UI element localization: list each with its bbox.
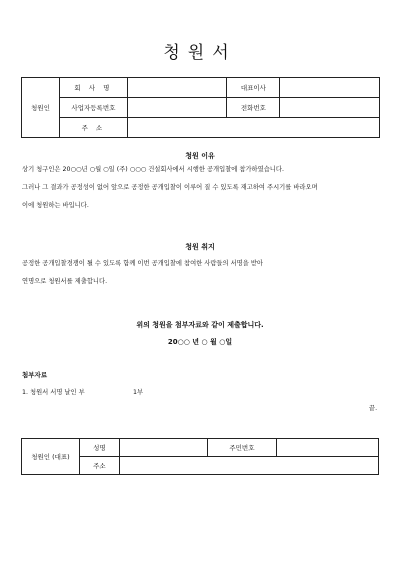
signer-id-value[interactable]: [277, 439, 379, 457]
signer-name-value[interactable]: [119, 439, 207, 457]
signer-table: [21, 438, 379, 475]
signer-address-label: 주소: [79, 457, 119, 475]
applicant-label: 청원인: [22, 78, 60, 138]
attachments-heading: 첨부자료: [22, 371, 48, 379]
reason-line: 상기 청구인은 20○○년 ○월 ○일 (주) ○○○ 건설회사에서 시행한 공개입찰에 참가하였습니다.: [22, 166, 284, 173]
purpose-line: 공정한 공개입찰경쟁이 될 수 있도록 함께 이번 공개입찰에 참여한 사람들의 서명을 받아: [22, 260, 263, 267]
signer-name-label: 성명: [79, 439, 119, 457]
ceo-label: 대표이사: [227, 78, 280, 98]
end-mark: 끝.: [369, 405, 378, 412]
attachment-count: 1부: [133, 389, 144, 396]
reason-line: 이에 청원하는 바입니다.: [22, 202, 89, 209]
document-title: 청원서: [163, 43, 237, 63]
signer-address-value[interactable]: [119, 457, 378, 475]
submission-date: 20○○ 년 ○ 월 ○일: [167, 338, 233, 346]
company-name-value[interactable]: [127, 78, 227, 98]
attachment-item: 1. 청원서 서명 날인 부: [22, 389, 85, 396]
phone-label: 전화번호: [227, 98, 280, 118]
ceo-value[interactable]: [280, 78, 380, 98]
reason-line: 그러나 그 결과가 공정성이 없어 앞으로 공정한 공개입찰이 이루어 질 수 있도록 재고하여 주시기를 바라오며: [22, 184, 318, 191]
purpose-line: 연명으로 청원서를 제출합니다.: [22, 278, 108, 285]
reason-heading: 청원 이유: [185, 152, 215, 160]
signer-id-label: 주민번호: [207, 439, 277, 457]
address-label: 주 소: [59, 118, 127, 138]
address-value[interactable]: [127, 118, 379, 138]
phone-value[interactable]: [280, 98, 380, 118]
signer-applicant-label: 청원인 (대표): [22, 439, 80, 475]
purpose-heading: 청원 취지: [185, 243, 215, 251]
submission-statement: 위의 청원을 첨부자료와 같이 제출합니다.: [136, 321, 264, 329]
company-info-table: [21, 77, 380, 138]
business-reg-label: 사업자등록번호: [59, 98, 127, 118]
business-reg-value[interactable]: [127, 98, 227, 118]
company-name-label: 회 사 명: [59, 78, 127, 98]
